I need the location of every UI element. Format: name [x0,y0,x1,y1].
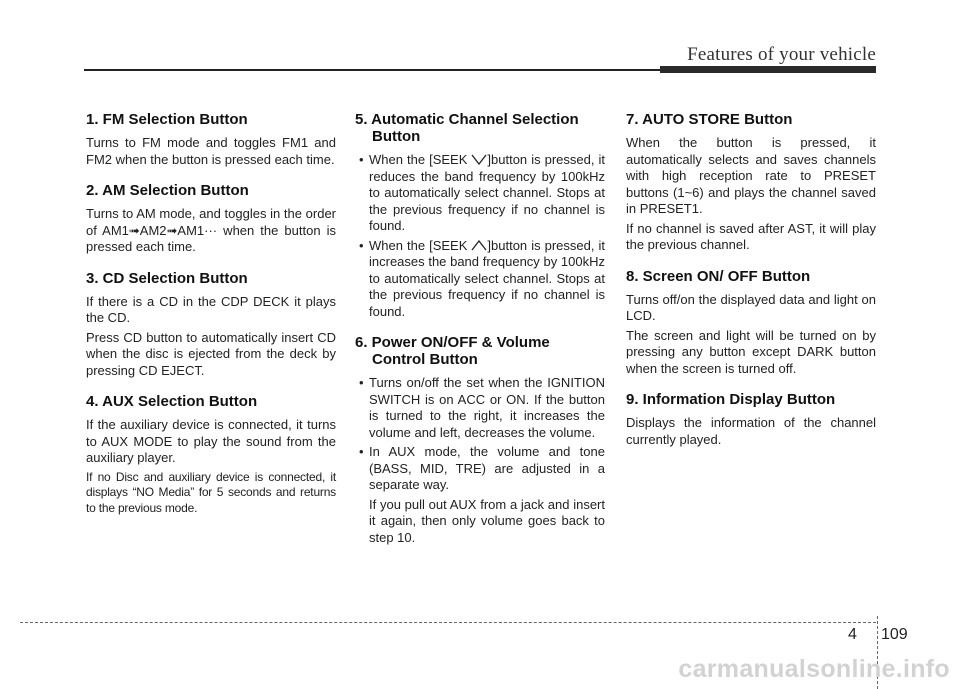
seek-down-bullet [355,152,605,235]
seek-up-text-b: ]button is pressed, it increases the band frequency by 100kHz to automatically select channel. Stops at the previous frequency if no channel is found. [369,237,605,319]
power-bullet-2 [355,444,605,494]
section-aux-text-2: If no Disc and auxiliary device is connected, it displays “NO Media” for 5 seconds and returns to the previous mode. [86,469,336,515]
bullet-icon: • [359,152,364,167]
seek-up-chevron-icon [471,240,487,251]
section-aux [86,393,336,516]
section-am-title: 2. AM Selection Button [86,182,249,199]
section-info-text: Displays the information of the channel currently played. [626,415,876,447]
section-screen-text-1: Turns off/on the displayed data and light on LCD. [626,291,876,323]
section-cd-title: 3. CD Selection Button [86,269,248,287]
section-auto-store [626,111,876,254]
section-fm [86,111,336,168]
section-info-title: 9. Information Display Button [626,391,836,408]
header-bar [660,66,876,73]
section-fm-text: Turns to FM mode and toggles FM1 and FM2 when the button is pressed each time. [86,135,336,167]
page-number: 109 [881,626,908,643]
column-2 [355,111,605,560]
power-aux-note: If you pull out AUX from a jack and insert it again, then only volume goes back to step 10. [369,496,605,545]
section-auto-channel-title-line2: Button [372,128,421,145]
section-aux-title: 4. AUX Selection Button [86,393,258,410]
section-screen-text-2: The screen and light will be turned on by pressing any button except DARK button when the screen is turned off. [626,327,876,376]
section-power-volume-title-line1: 6. Power ON/OFF & Volume [355,334,550,351]
section-aux-text-1: If the auxiliary device is connected, it turns to AUX MODE to play the sound from the auxiliary player. [86,417,336,465]
seek-down-text-b: ]button is pressed, it reduces the band frequency by 100kHz to automatically select channel. Stops at the previous frequency if no channel is found. [369,152,605,233]
section-cd [86,270,336,380]
section-info [626,391,876,448]
section-am [86,182,336,256]
section-auto-store-text-1: When the button is pressed, it automatically selects and saves channels with high reception rate to PRESET buttons (1~6) and plays the channel saved in PRESET1. [626,135,876,216]
section-fm-title: 1. FM Selection Button [86,111,248,128]
section-auto-channel [355,111,605,320]
seek-down-text-a: When the [SEEK [369,152,472,167]
section-auto-channel-title [355,111,605,145]
section-screen [626,268,876,378]
seek-up-bullet [355,238,605,321]
section-cd-text-2: Press CD button to automatically insert CD when the disc is ejected from the deck by pressing CD EJECT. [86,329,336,378]
seek-up-text-a: When the [SEEK [369,237,472,253]
section-auto-store-title: 7. AUTO STORE Button [626,111,793,128]
section-auto-channel-title-line1: 5. Automatic Channel Selection [355,111,579,128]
section-screen-title: 8. Screen ON/ OFF Button [626,267,811,285]
section-power-volume-title-line2: Control Button [372,351,478,368]
power-bullet-1 [355,375,605,441]
bullet-icon: • [359,444,364,459]
column-3 [626,111,876,462]
section-am-text: Turns to AM mode, and toggles in the order of AM1➟AM2➟AM1··· when the button is pressed each time. [86,206,336,254]
power-bullet-2-text: In AUX mode, the volume and tone (BASS, MID, TRE) are adjusted in a separate way. [369,444,605,492]
section-power-volume-title [355,334,605,368]
power-bullet-1-text: Turns on/off the set when the IGNITION SWITCH is on ACC or ON. If the button is turned to the right, it increases the volume and left, decreases the volume. [369,375,605,440]
watermark: carmanualsonline.info [678,655,950,683]
chapter-number: 4 [848,626,857,643]
section-cd-text-1: If there is a CD in the CDP DECK it plays the CD. [86,293,336,325]
header-title: Features of your vehicle [687,44,876,65]
footer-dashed-rule [20,622,876,623]
column-1 [86,111,336,530]
section-power-volume [355,334,605,546]
bullet-icon: • [359,237,364,253]
bullet-icon: • [359,375,364,390]
section-auto-store-text-2: If no channel is saved after AST, it will play the previous channel. [626,220,876,252]
seek-down-chevron-icon [471,154,487,165]
